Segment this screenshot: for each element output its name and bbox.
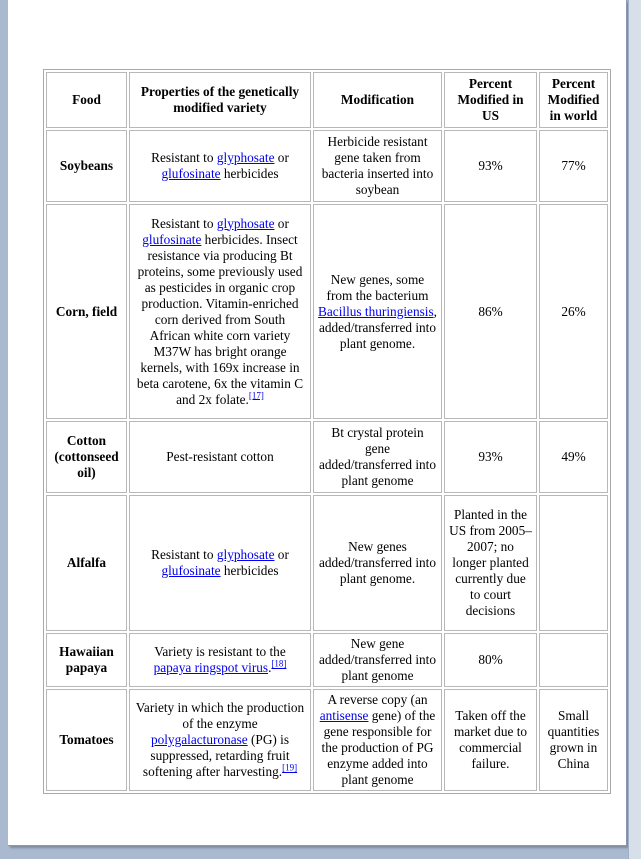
percent-world-cell: 49% <box>539 421 608 493</box>
modification-cell <box>313 689 442 791</box>
percent-world-cell <box>539 495 608 631</box>
text: (PG) is suppressed, retarding fruit softening after harvesting. <box>142 732 290 779</box>
text: herbicides. Insect resistance via producing Bt proteins, some previously used as pesticides in organic crop production. Vitamin-enriched corn derived from South African white corn variety M37W has bright orange kernels, with 169x increase in beta carotene, 6x the vitamin C and 2x folate. <box>136 231 304 407</box>
reference-18-link[interactable]: [18] <box>271 658 287 669</box>
percent-world-cell <box>539 633 608 687</box>
text: gene) of the gene responsible for the production of PG enzyme added into plant genome <box>321 708 436 787</box>
percent-us-cell: Taken off the market due to commercial failure. <box>444 689 537 791</box>
percent-us-cell: 80% <box>444 633 537 687</box>
link-polygalacturonase[interactable]: polygalacturonase <box>150 732 248 747</box>
header-percent-us: Percent Modified in US <box>444 72 537 128</box>
text: New genes, some from the bacterium <box>326 271 429 303</box>
percent-us-cell: 86% <box>444 204 537 419</box>
table-header-row <box>46 72 608 128</box>
header-percent-world: Percent Modified in world <box>539 72 608 128</box>
text: herbicides <box>220 563 279 578</box>
properties-cell <box>129 204 311 419</box>
properties-cell: Pest-resistant cotton <box>129 421 311 493</box>
link-glufosinate[interactable]: glufosinate <box>161 166 221 181</box>
link-glyphosate[interactable]: glyphosate <box>216 150 275 165</box>
modification-cell: New gene added/transferred into plant genome <box>313 633 442 687</box>
link-bacillus-thuringiensis[interactable]: Bacillus thuringiensis <box>318 303 434 319</box>
modification-cell: Herbicide resistant gene taken from bacteria inserted into soybean <box>313 130 442 202</box>
text: A reverse copy (an <box>327 692 428 707</box>
table-row <box>46 689 608 791</box>
reference-17-link[interactable]: [17] <box>248 390 264 401</box>
text: Resistant to <box>151 150 217 165</box>
text: or <box>274 547 289 562</box>
text: Resistant to <box>151 215 217 231</box>
header-food: Food <box>46 72 127 128</box>
text: or <box>274 150 289 165</box>
properties-cell <box>129 130 311 202</box>
food-cell: Alfalfa <box>46 495 127 631</box>
table-row <box>46 204 608 419</box>
table-row <box>46 130 608 202</box>
food-cell: Cotton (cottonseed oil) <box>46 421 127 493</box>
text: . <box>268 660 272 675</box>
text: Resistant to <box>151 547 217 562</box>
link-glufosinate[interactable]: glufosinate <box>142 231 202 247</box>
food-cell: Hawaiian papaya <box>46 633 127 687</box>
percent-world-cell: 26% <box>539 204 608 419</box>
food-cell: Tomatoes <box>46 689 127 791</box>
link-papaya-ringspot-virus[interactable]: papaya ringspot virus <box>153 660 269 675</box>
text: Variety is resistant to the <box>154 644 286 659</box>
modification-cell: New genes added/transferred into plant genome. <box>313 495 442 631</box>
header-modification: Modification <box>313 72 442 128</box>
text: , added/transferred into plant genome. <box>318 303 437 351</box>
text: Variety in which the production of the enzyme <box>135 700 305 731</box>
properties-cell <box>129 495 311 631</box>
gm-foods-table <box>43 69 611 794</box>
table-row <box>46 495 608 631</box>
percent-us-cell: 93% <box>444 130 537 202</box>
percent-us-cell: Planted in the US from 2005–2007; no longer planted currently due to court decisions <box>444 495 537 631</box>
vertical-scrollbar[interactable] <box>628 0 641 859</box>
link-glyphosate[interactable]: glyphosate <box>216 547 275 562</box>
text: herbicides <box>220 166 279 181</box>
table-row <box>46 633 608 687</box>
percent-us-cell: 93% <box>444 421 537 493</box>
modification-cell <box>313 204 442 419</box>
percent-world-cell: Small quantities grown in China <box>539 689 608 791</box>
text: or <box>274 215 289 231</box>
properties-cell <box>129 689 311 791</box>
link-antisense[interactable]: antisense <box>319 708 369 723</box>
food-cell: Corn, field <box>46 204 127 419</box>
header-properties: Properties of the genetically modified variety <box>129 72 311 128</box>
table-row <box>46 421 608 493</box>
properties-cell <box>129 633 311 687</box>
link-glufosinate[interactable]: glufosinate <box>161 563 221 578</box>
link-glyphosate[interactable]: glyphosate <box>216 215 275 231</box>
modification-cell: Bt crystal protein gene added/transferred into plant genome <box>313 421 442 493</box>
reference-19-link[interactable]: [19] <box>282 762 298 773</box>
food-cell: Soybeans <box>46 130 127 202</box>
percent-world-cell: 77% <box>539 130 608 202</box>
